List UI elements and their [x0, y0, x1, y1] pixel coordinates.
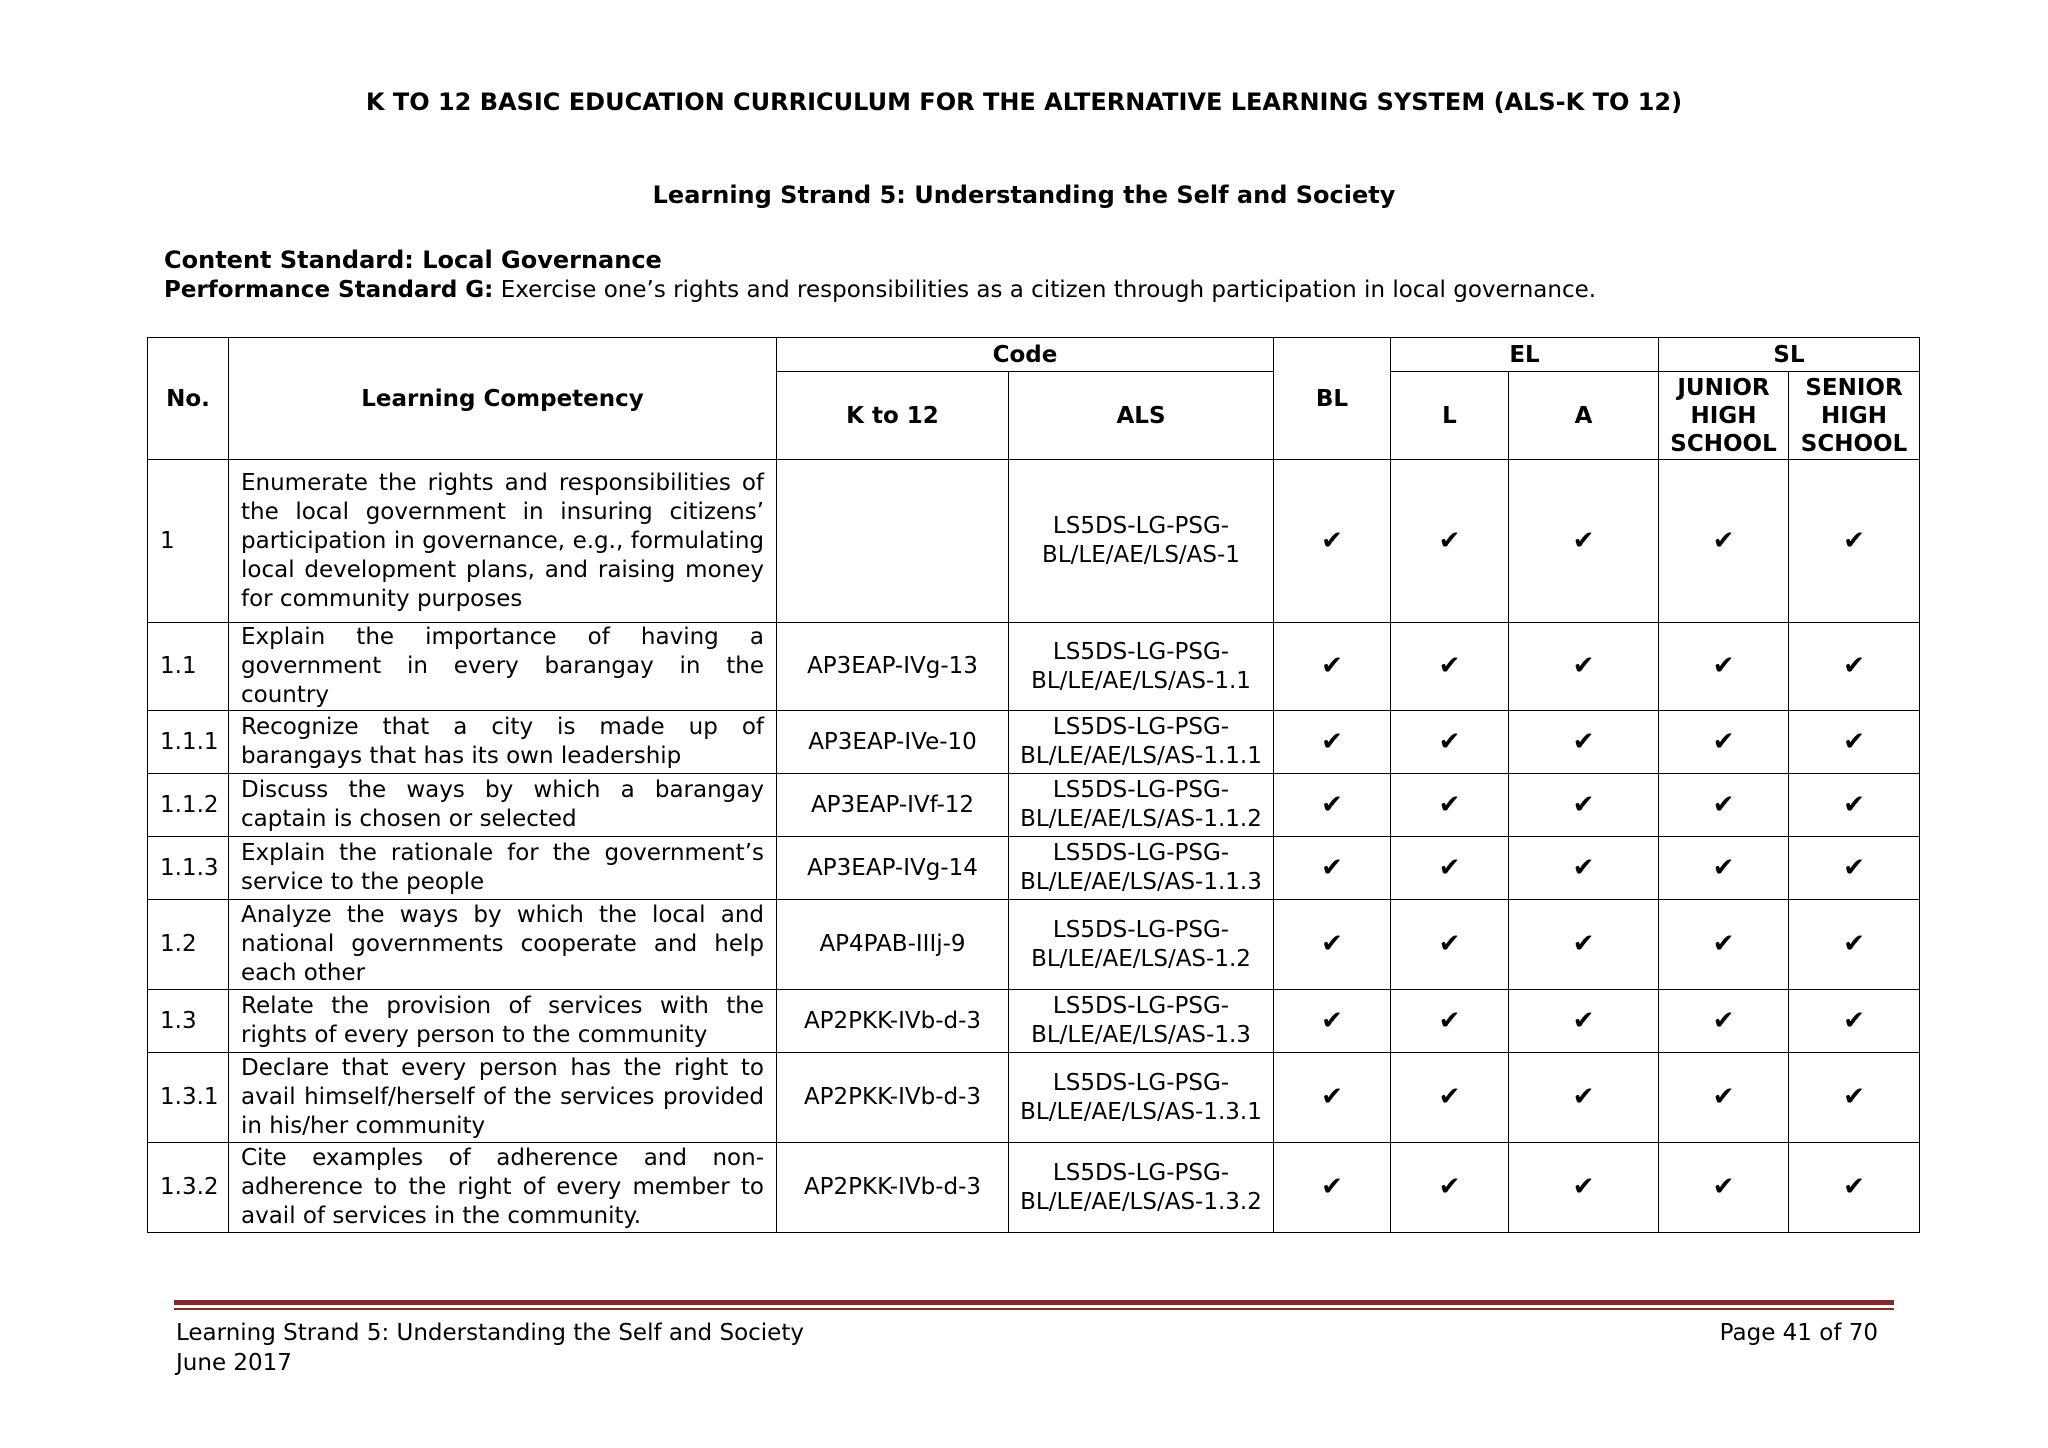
k12-code: AP3EAP-IVg-14 — [777, 837, 1009, 900]
check-mark-sl-junior: ✔ — [1659, 711, 1789, 774]
als-code-line: BL/LE/AE/LS/AS-1.1 — [1031, 667, 1251, 694]
k12-code: AP4PAB-IIIj-9 — [777, 900, 1009, 990]
check-mark-sl-junior: ✔ — [1659, 460, 1789, 623]
check-mark-el-l: ✔ — [1391, 900, 1509, 990]
k12-code: AP3EAP-IVe-10 — [777, 711, 1009, 774]
header-bl: BL — [1274, 338, 1391, 460]
check-mark-sl-junior: ✔ — [1659, 1143, 1789, 1233]
check-mark-el-a: ✔ — [1509, 623, 1659, 711]
check-mark-el-a: ✔ — [1509, 1053, 1659, 1143]
check-mark-sl-senior: ✔ — [1789, 990, 1920, 1053]
table-row — [148, 1143, 1920, 1233]
check-mark-sl-senior: ✔ — [1789, 460, 1920, 623]
table-header — [148, 338, 1920, 460]
check-mark-bl: ✔ — [1274, 460, 1391, 623]
als-code — [1009, 837, 1274, 900]
als-code — [1009, 990, 1274, 1053]
footer-rule — [174, 1300, 1894, 1305]
check-mark-el-a: ✔ — [1509, 460, 1659, 623]
check-mark-el-a: ✔ — [1509, 1143, 1659, 1233]
check-mark-el-l: ✔ — [1391, 774, 1509, 837]
als-code-line: LS5DS-LG-PSG- — [1052, 1069, 1230, 1096]
strand-title: Learning Strand 5: Understanding the Self and Society — [652, 181, 1396, 209]
learning-competency: Explain the importance of having a government in every barangay in the country — [229, 623, 777, 711]
als-code-line: LS5DS-LG-PSG- — [1052, 916, 1230, 943]
als-code-line: LS5DS-LG-PSG- — [1052, 714, 1230, 740]
footer-left — [176, 1318, 804, 1378]
als-code-line: LS5DS-LG-PSG- — [1052, 638, 1230, 665]
check-mark-el-a: ✔ — [1509, 774, 1659, 837]
learning-competency: Enumerate the rights and responsibilities of the local government in insuring citizens’ participation in governance, e.g., formulating local development plans, and raising money for community purposes — [229, 460, 777, 623]
check-mark-sl-senior: ✔ — [1789, 623, 1920, 711]
table-row — [148, 837, 1920, 900]
learning-competency: Discuss the ways by which a barangay captain is chosen or selected — [229, 774, 777, 837]
als-code-line: LS5DS-LG-PSG- — [1052, 1159, 1230, 1186]
header-a: A — [1509, 372, 1659, 460]
als-code — [1009, 623, 1274, 711]
table-row — [148, 774, 1920, 837]
competency-table — [147, 337, 1920, 1233]
header-junior-high-school: JUNIOR HIGH SCHOOL — [1659, 372, 1789, 460]
row-number: 1.1.2 — [148, 774, 229, 837]
footer-date: June 2017 — [176, 1350, 292, 1376]
check-mark-sl-junior: ✔ — [1659, 774, 1789, 837]
check-mark-bl: ✔ — [1274, 900, 1391, 990]
check-mark-sl-junior: ✔ — [1659, 837, 1789, 900]
content-standard: Content Standard: Local Governance — [164, 246, 662, 274]
check-mark-el-l: ✔ — [1391, 837, 1509, 900]
header-senior-high-school: SENIOR HIGH SCHOOL — [1789, 372, 1920, 460]
als-code-line: BL/LE/AE/LS/AS-1.1.3 — [1020, 869, 1262, 895]
page-number: Page 41 of 70 — [1719, 1320, 1878, 1346]
table-row — [148, 460, 1920, 623]
check-mark-el-l: ✔ — [1391, 711, 1509, 774]
check-mark-sl-junior: ✔ — [1659, 990, 1789, 1053]
check-mark-sl-senior: ✔ — [1789, 837, 1920, 900]
als-code — [1009, 460, 1274, 623]
als-code-line: BL/LE/AE/LS/AS-1 — [1042, 542, 1240, 568]
check-mark-el-a: ✔ — [1509, 837, 1659, 900]
header-el: EL — [1391, 338, 1659, 372]
check-mark-bl: ✔ — [1274, 774, 1391, 837]
row-number: 1.3.2 — [148, 1143, 229, 1233]
als-code — [1009, 1053, 1274, 1143]
performance-standard — [164, 277, 1596, 303]
learning-competency: Explain the rationale for the government’s service to the people — [229, 837, 777, 900]
check-mark-sl-senior: ✔ — [1789, 1143, 1920, 1233]
row-number: 1.1 — [148, 623, 229, 711]
k12-code: AP2PKK-IVb-d-3 — [777, 990, 1009, 1053]
row-number: 1.1.3 — [148, 837, 229, 900]
footer-strand: Learning Strand 5: Understanding the Self and Society — [176, 1320, 804, 1346]
k12-code — [777, 460, 1009, 623]
learning-competency: Analyze the ways by which the local and national governments cooperate and help each other — [229, 900, 777, 990]
als-code-line: BL/LE/AE/LS/AS-1.3.1 — [1020, 1098, 1262, 1125]
check-mark-el-l: ✔ — [1391, 990, 1509, 1053]
row-number: 1.3 — [148, 990, 229, 1053]
performance-standard-label: Performance Standard G: — [164, 277, 494, 303]
check-mark-el-a: ✔ — [1509, 990, 1659, 1053]
als-code-line: LS5DS-LG-PSG- — [1052, 513, 1230, 539]
header-code: Code — [777, 338, 1274, 372]
header-k-to-12: K to 12 — [777, 372, 1009, 460]
als-code — [1009, 900, 1274, 990]
row-number: 1 — [148, 460, 229, 623]
performance-standard-text: Exercise one’s rights and responsibilities as a citizen through participation in local governance. — [493, 277, 1597, 303]
als-code — [1009, 1143, 1274, 1233]
als-code-line: BL/LE/AE/LS/AS-1.3.2 — [1020, 1188, 1262, 1215]
als-code-line: LS5DS-LG-PSG- — [1052, 840, 1230, 866]
learning-competency: Declare that every person has the right to avail himself/herself of the services provided in his/her community — [229, 1053, 777, 1143]
document-title: K TO 12 BASIC EDUCATION CURRICULUM FOR THE ALTERNATIVE LEARNING SYSTEM (ALS-K TO 12) — [365, 88, 1683, 116]
row-number: 1.1.1 — [148, 711, 229, 774]
header-l: L — [1391, 372, 1509, 460]
als-code-line: LS5DS-LG-PSG- — [1052, 777, 1230, 803]
k12-code: AP3EAP-IVf-12 — [777, 774, 1009, 837]
check-mark-bl: ✔ — [1274, 1053, 1391, 1143]
als-code-line: BL/LE/AE/LS/AS-1.2 — [1031, 945, 1251, 972]
check-mark-bl: ✔ — [1274, 837, 1391, 900]
als-code — [1009, 711, 1274, 774]
table-body — [148, 460, 1920, 1233]
header-learning-competency: Learning Competency — [229, 338, 777, 460]
table-row — [148, 1053, 1920, 1143]
table-row — [148, 990, 1920, 1053]
check-mark-el-l: ✔ — [1391, 1053, 1509, 1143]
k12-code: AP2PKK-IVb-d-3 — [777, 1053, 1009, 1143]
table-row — [148, 711, 1920, 774]
check-mark-el-l: ✔ — [1391, 1143, 1509, 1233]
row-number: 1.3.1 — [148, 1053, 229, 1143]
check-mark-sl-senior: ✔ — [1789, 1053, 1920, 1143]
k12-code: AP3EAP-IVg-13 — [777, 623, 1009, 711]
check-mark-bl: ✔ — [1274, 623, 1391, 711]
check-mark-sl-senior: ✔ — [1789, 900, 1920, 990]
check-mark-bl: ✔ — [1274, 990, 1391, 1053]
check-mark-el-l: ✔ — [1391, 460, 1509, 623]
table-row — [148, 900, 1920, 990]
als-code — [1009, 774, 1274, 837]
als-code-line: BL/LE/AE/LS/AS-1.1.1 — [1020, 743, 1262, 769]
check-mark-sl-senior: ✔ — [1789, 774, 1920, 837]
header-no: No. — [148, 338, 229, 460]
check-mark-sl-junior: ✔ — [1659, 623, 1789, 711]
learning-competency: Cite examples of adherence and non-adherence to the right of every member to avail of services in the community. — [229, 1143, 777, 1233]
learning-competency: Recognize that a city is made up of barangays that has its own leadership — [229, 711, 777, 774]
check-mark-el-a: ✔ — [1509, 711, 1659, 774]
check-mark-bl: ✔ — [1274, 1143, 1391, 1233]
check-mark-el-a: ✔ — [1509, 900, 1659, 990]
header-als: ALS — [1009, 372, 1274, 460]
check-mark-sl-junior: ✔ — [1659, 1053, 1789, 1143]
footer-rule-thin — [174, 1308, 1894, 1310]
check-mark-bl: ✔ — [1274, 711, 1391, 774]
learning-competency: Relate the provision of services with the rights of every person to the community — [229, 990, 777, 1053]
check-mark-el-l: ✔ — [1391, 623, 1509, 711]
table-row — [148, 623, 1920, 711]
als-code-line: LS5DS-LG-PSG- — [1052, 993, 1230, 1019]
header-sl: SL — [1659, 338, 1920, 372]
als-code-line: BL/LE/AE/LS/AS-1.3 — [1031, 1022, 1251, 1048]
als-code-line: BL/LE/AE/LS/AS-1.1.2 — [1020, 806, 1262, 832]
row-number: 1.2 — [148, 900, 229, 990]
k12-code: AP2PKK-IVb-d-3 — [777, 1143, 1009, 1233]
check-mark-sl-junior: ✔ — [1659, 900, 1789, 990]
check-mark-sl-senior: ✔ — [1789, 711, 1920, 774]
